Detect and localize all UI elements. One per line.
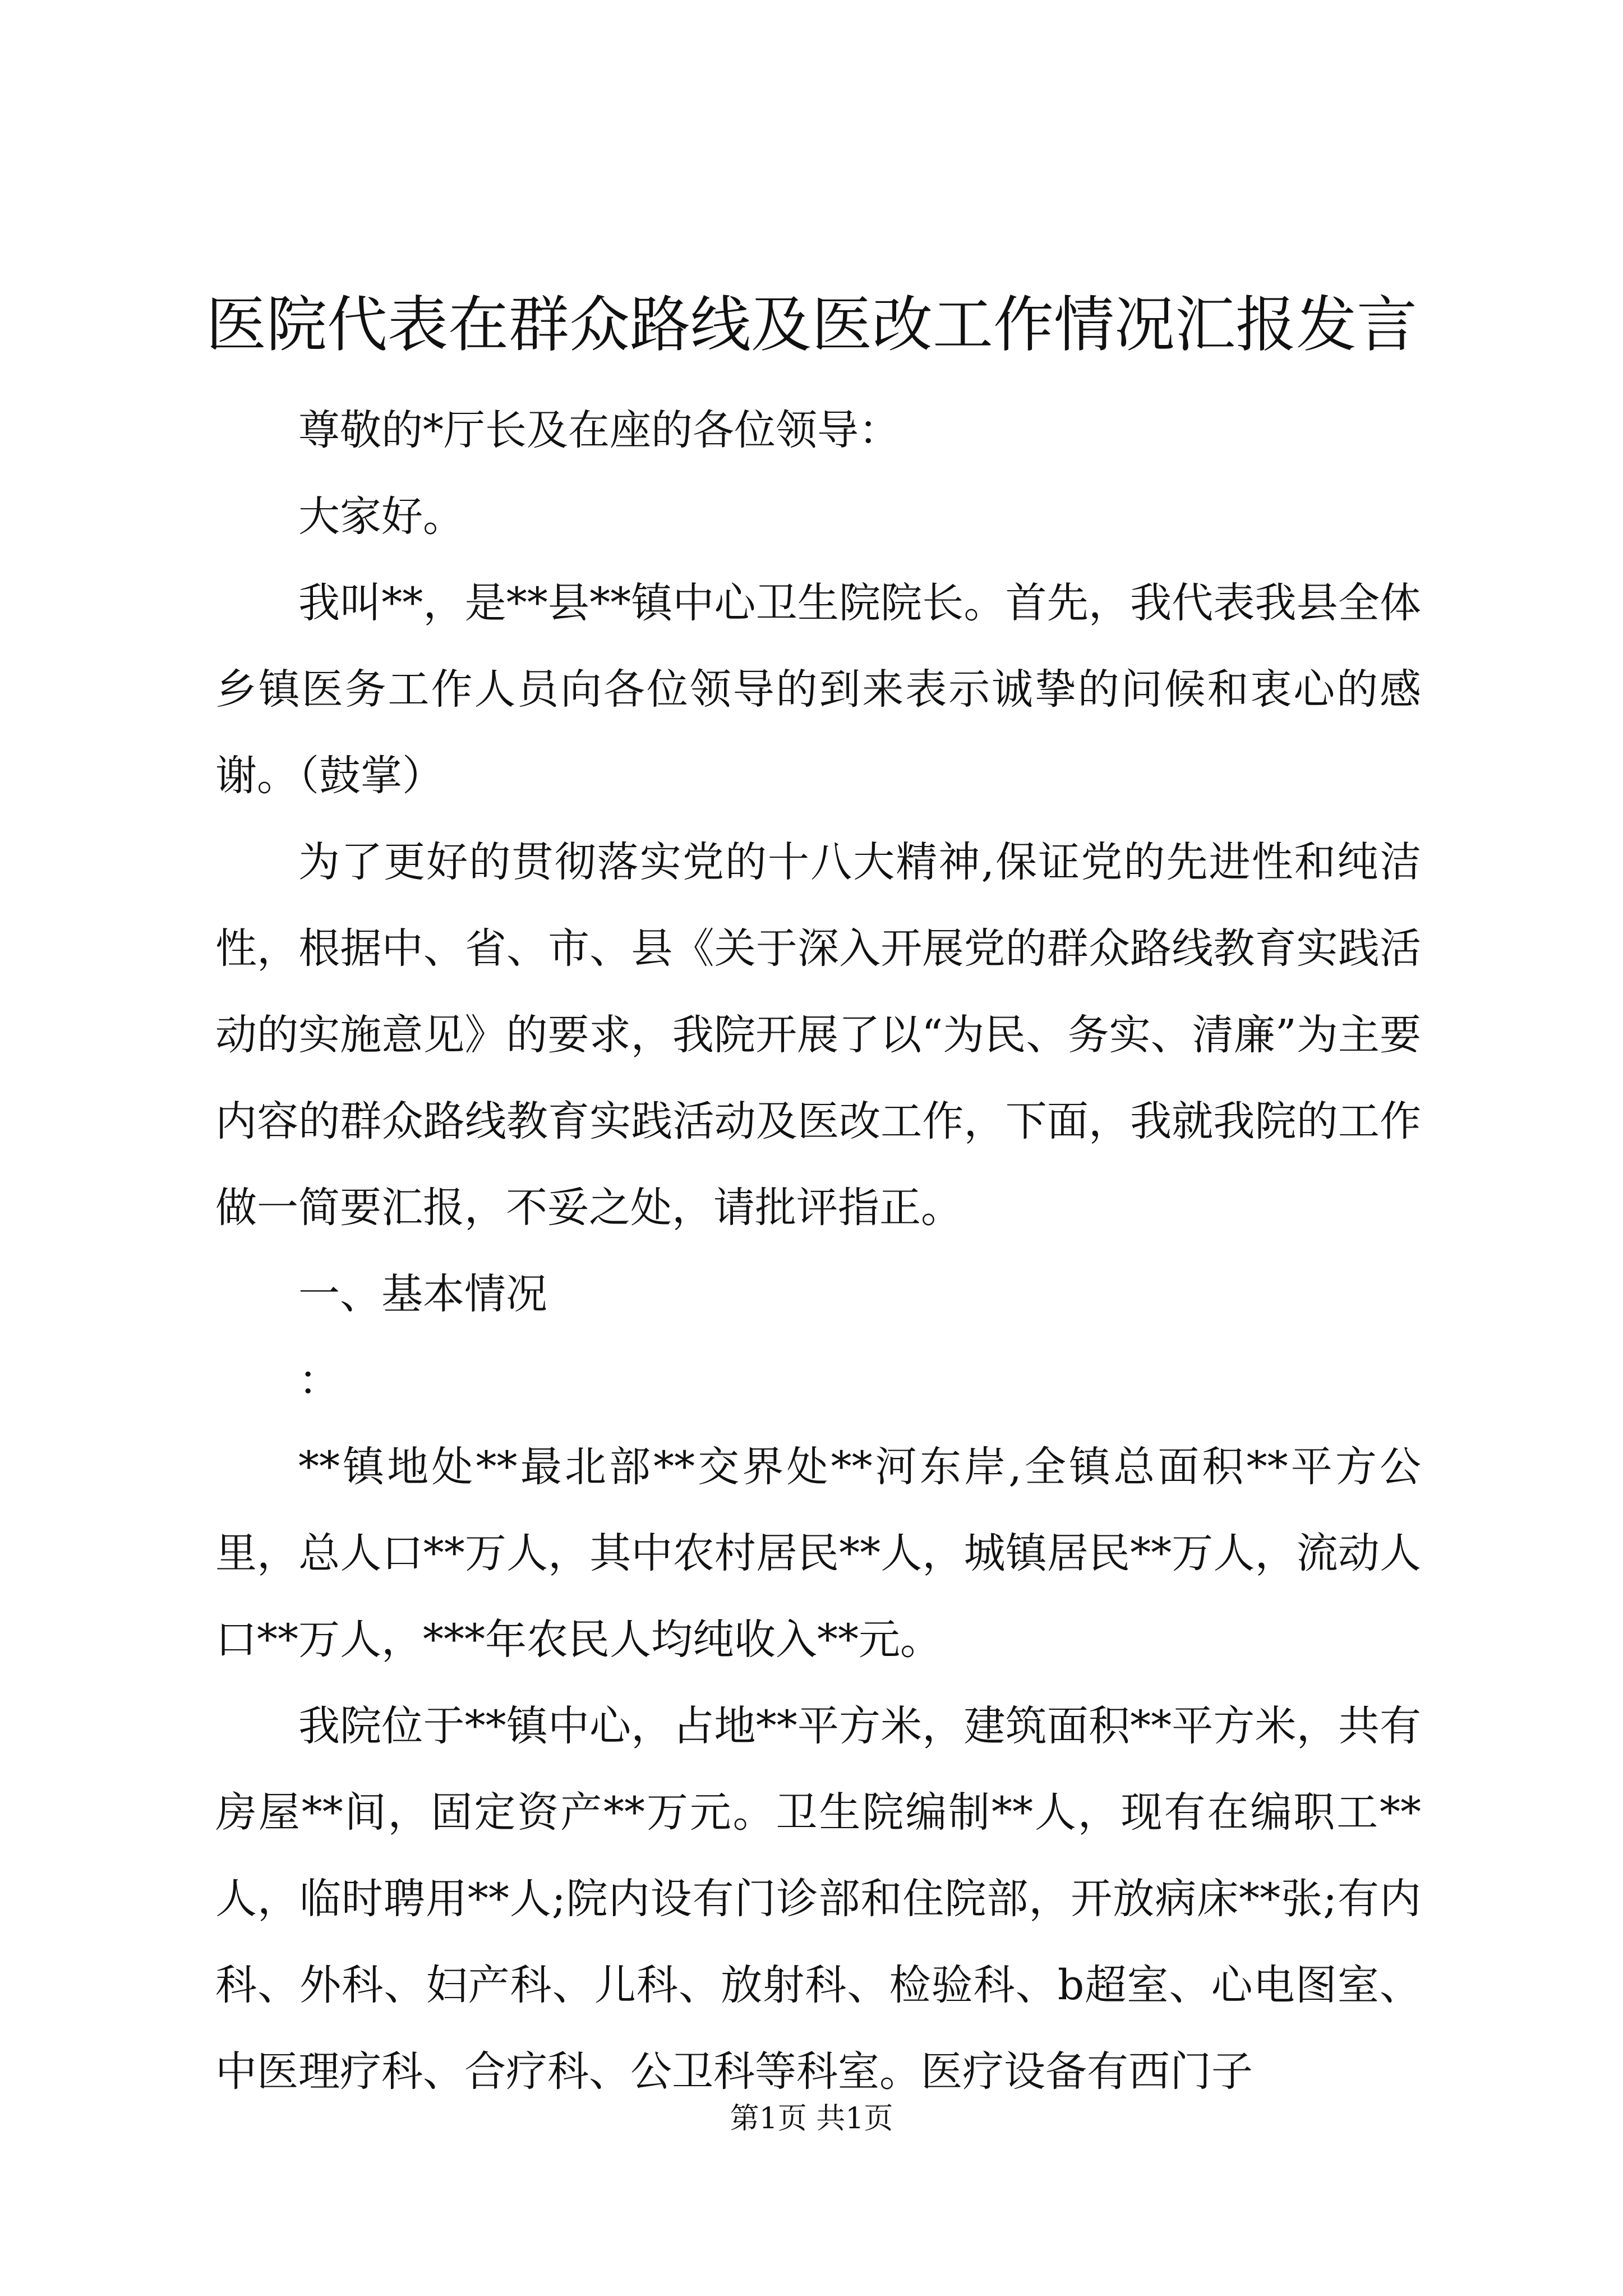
salutation-paragraph: 尊敬的*厅长及在座的各位领导： <box>298 406 900 454</box>
document-title: 医院代表在群众路线及医改工作情况汇报发言 <box>205 290 1417 360</box>
greeting-paragraph: 大家好。 <box>298 493 464 541</box>
hospital-overview-paragraph: 我院位于**镇中心，占地**平方米，建筑面积**平方米，共有房屋**间，固定资产**万元。卫生院编制**人，现有在编职工**人，临时聘用**人;院内设有门诊部和住院部，开放病床**张;有内科、外科、妇产科、儿科、放射科、检验科、b超室、心电图室、中医理疗科、合疗科、公卫科等科室。医疗设备有西门子 <box>215 1702 1421 2096</box>
town-overview-paragraph: **镇地处**最北部**交界处**河东岸,全镇总面积**平方公里，总人口**万人，其中农村居民**人，城镇居民**万人，流动人口**万人，***年农民人均纯收入**元。 <box>215 1443 1421 1664</box>
colon-line: ： <box>298 1356 340 1405</box>
page-footer: 第1页 共1页 <box>730 2102 893 2136</box>
introduction-paragraph: 我叫**，是**县**镇中心卫生院院长。首先，我代表我县全体乡镇医务工作人员向各位领导的到来表示诚挚的问候和衷心的感谢。（鼓掌） <box>215 579 1421 800</box>
document-body <box>215 387 1421 2115</box>
purpose-paragraph: 为了更好的贯彻落实党的十八大精神,保证党的先进性和纯洁性，根据中、省、市、县《关于深入开展党的群众路线教育实践活动的实施意见》的要求，我院开展了以“为民、务实、清廉”为主要内容的群众路线教育实践活动及医改工作，下面，我就我院的工作做一简要汇报，不妥之处，请批评指正。 <box>215 838 1421 1232</box>
section-heading: 一、基本情况 <box>298 1270 547 1318</box>
